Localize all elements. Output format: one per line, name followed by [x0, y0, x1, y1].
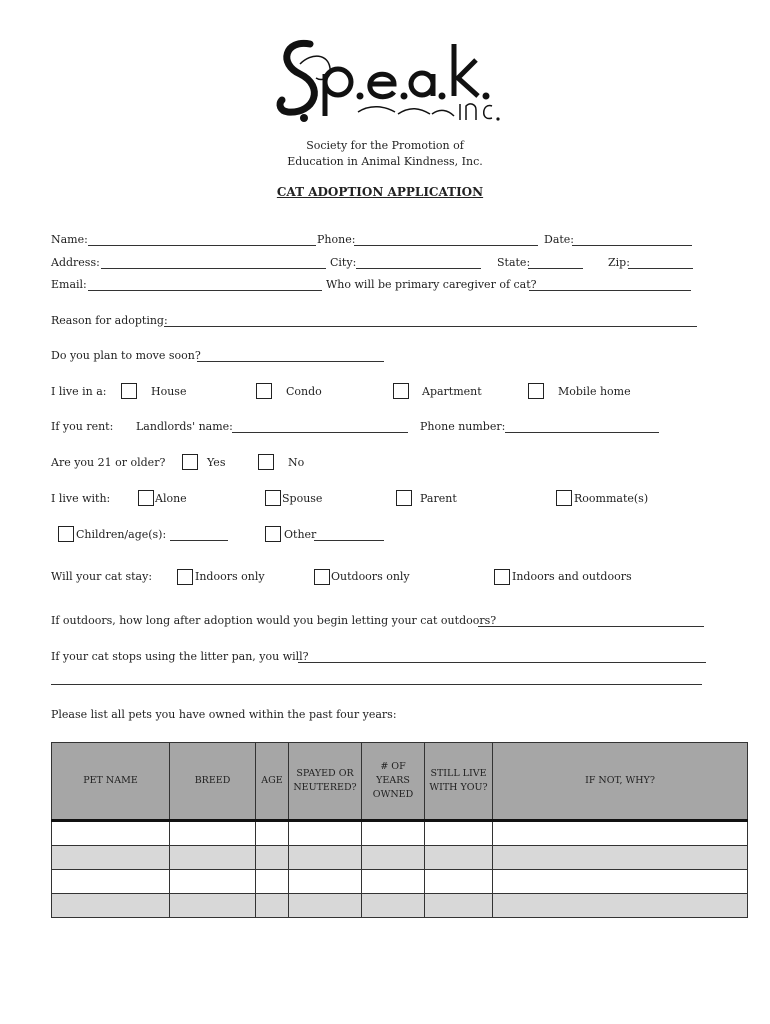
email-label: Email: — [51, 278, 87, 291]
if-rent-label: If you rent: — [51, 420, 114, 433]
state-label: State: — [497, 256, 531, 269]
form-title: CAT ADOPTION APPLICATION — [276, 185, 484, 199]
yes-label: Yes — [207, 456, 226, 469]
header-spayed-neutered: SPAYED OR NEUTERED? — [289, 743, 362, 821]
litter-field-line-2[interactable] — [51, 672, 702, 685]
phone-field[interactable] — [354, 233, 538, 246]
email-field[interactable] — [88, 278, 322, 291]
cat-stay-label: Will your cat stay: — [51, 570, 153, 583]
reason-label: Reason for adopting: — [51, 314, 168, 327]
header-pet-name: PET NAME — [52, 743, 170, 821]
table-cell[interactable] — [493, 821, 748, 846]
litter-field[interactable] — [298, 650, 706, 663]
table-cell[interactable] — [362, 870, 425, 894]
house-checkbox[interactable] — [121, 383, 137, 399]
live-in-label: I live in a: — [51, 385, 107, 398]
table-cell[interactable] — [256, 894, 289, 918]
other-label: Other — [284, 528, 317, 541]
table-cell[interactable] — [493, 870, 748, 894]
outdoors-only-checkbox[interactable] — [314, 569, 330, 585]
outdoors-only-label: Outdoors only — [331, 570, 410, 583]
address-field[interactable] — [101, 256, 326, 269]
header-breed: BREED — [170, 743, 256, 821]
outdoors-how-long-field[interactable] — [478, 614, 704, 627]
table-cell[interactable] — [170, 846, 256, 870]
children-label: Children/age(s): — [76, 528, 167, 541]
table-cell[interactable] — [425, 870, 493, 894]
condo-label: Condo — [286, 385, 322, 398]
table-cell[interactable] — [170, 821, 256, 846]
parent-label: Parent — [420, 492, 457, 505]
header-still-live: STILL LIVE WITH YOU? — [425, 743, 493, 821]
address-label: Address: — [51, 256, 100, 269]
org-line-1: Society for the Promotion of — [306, 139, 464, 152]
mobile-home-checkbox[interactable] — [528, 383, 544, 399]
zip-label: Zip: — [608, 256, 630, 269]
landlord-phone-field[interactable] — [505, 420, 659, 433]
state-field[interactable] — [528, 256, 583, 269]
table-cell[interactable] — [425, 846, 493, 870]
table-cell[interactable] — [52, 846, 170, 870]
no-checkbox[interactable] — [258, 454, 274, 470]
table-cell[interactable] — [256, 821, 289, 846]
roommates-checkbox[interactable] — [556, 490, 572, 506]
apartment-label: Apartment — [422, 385, 482, 398]
roommates-label: Roommate(s) — [574, 492, 649, 505]
spouse-label: Spouse — [282, 492, 323, 505]
table-cell[interactable] — [289, 894, 362, 918]
zip-field[interactable] — [628, 256, 693, 269]
caregiver-field[interactable] — [529, 278, 691, 291]
header-if-not-why: IF NOT, WHY? — [493, 743, 748, 821]
other-checkbox[interactable] — [265, 526, 281, 542]
parent-checkbox[interactable] — [396, 490, 412, 506]
table-cell[interactable] — [289, 821, 362, 846]
move-field[interactable] — [197, 349, 384, 362]
table-row — [52, 846, 748, 870]
header-years-owned: # OF YEARS OWNED — [362, 743, 425, 821]
alone-checkbox[interactable] — [138, 490, 154, 506]
city-label: City: — [330, 256, 357, 269]
landlord-field[interactable] — [232, 420, 408, 433]
outdoors-how-long-label: If outdoors, how long after adoption would you begin letting your cat outdoors? — [51, 614, 497, 627]
pets-table-header-row — [52, 743, 748, 821]
phone-label: Phone: — [317, 233, 356, 246]
condo-checkbox[interactable] — [256, 383, 272, 399]
city-field[interactable] — [356, 256, 481, 269]
house-label: House — [151, 385, 187, 398]
table-cell[interactable] — [289, 870, 362, 894]
org-line-2: Education in Animal Kindness, Inc. — [287, 155, 483, 168]
table-cell[interactable] — [52, 894, 170, 918]
speak-logo — [270, 34, 510, 126]
table-cell[interactable] — [289, 846, 362, 870]
table-cell[interactable] — [362, 846, 425, 870]
no-label: No — [288, 456, 305, 469]
indoors-outdoors-label: Indoors and outdoors — [512, 570, 632, 583]
speak-logo-graphic — [270, 34, 510, 126]
pets-list-label: Please list all pets you have owned within the past four years: — [51, 708, 397, 721]
table-cell[interactable] — [425, 821, 493, 846]
name-field[interactable] — [88, 233, 316, 246]
table-cell[interactable] — [425, 894, 493, 918]
yes-checkbox[interactable] — [182, 454, 198, 470]
table-row — [52, 894, 748, 918]
litter-label: If your cat stops using the litter pan, you will? — [51, 650, 309, 663]
children-ages-field[interactable] — [170, 528, 228, 541]
table-cell[interactable] — [362, 894, 425, 918]
table-cell[interactable] — [493, 894, 748, 918]
table-row — [52, 821, 748, 846]
indoors-outdoors-checkbox[interactable] — [494, 569, 510, 585]
date-label: Date: — [544, 233, 575, 246]
phone-number-label: Phone number: — [420, 420, 506, 433]
spouse-checkbox[interactable] — [265, 490, 281, 506]
other-field[interactable] — [314, 528, 384, 541]
alone-label: Alone — [155, 492, 187, 505]
live-with-label: I live with: — [51, 492, 111, 505]
caregiver-label: Who will be primary caregiver of cat? — [326, 278, 537, 291]
indoors-only-checkbox[interactable] — [177, 569, 193, 585]
reason-field[interactable] — [164, 314, 697, 327]
date-field[interactable] — [572, 233, 692, 246]
pets-table — [51, 742, 748, 918]
table-cell[interactable] — [493, 846, 748, 870]
children-checkbox[interactable] — [58, 526, 74, 542]
landlord-label: Landlords' name: — [136, 420, 233, 433]
table-cell[interactable] — [170, 870, 256, 894]
table-row — [52, 870, 748, 894]
indoors-only-label: Indoors only — [195, 570, 265, 583]
apartment-checkbox[interactable] — [393, 383, 409, 399]
table-cell[interactable] — [256, 870, 289, 894]
header-age: AGE — [256, 743, 289, 821]
mobile-home-label: Mobile home — [558, 385, 631, 398]
table-cell[interactable] — [362, 821, 425, 846]
table-cell[interactable] — [256, 846, 289, 870]
table-cell[interactable] — [52, 821, 170, 846]
age21-label: Are you 21 or older? — [51, 456, 166, 469]
name-label: Name: — [51, 233, 88, 246]
move-label: Do you plan to move soon? — [51, 349, 201, 362]
table-cell[interactable] — [170, 894, 256, 918]
table-cell[interactable] — [52, 870, 170, 894]
